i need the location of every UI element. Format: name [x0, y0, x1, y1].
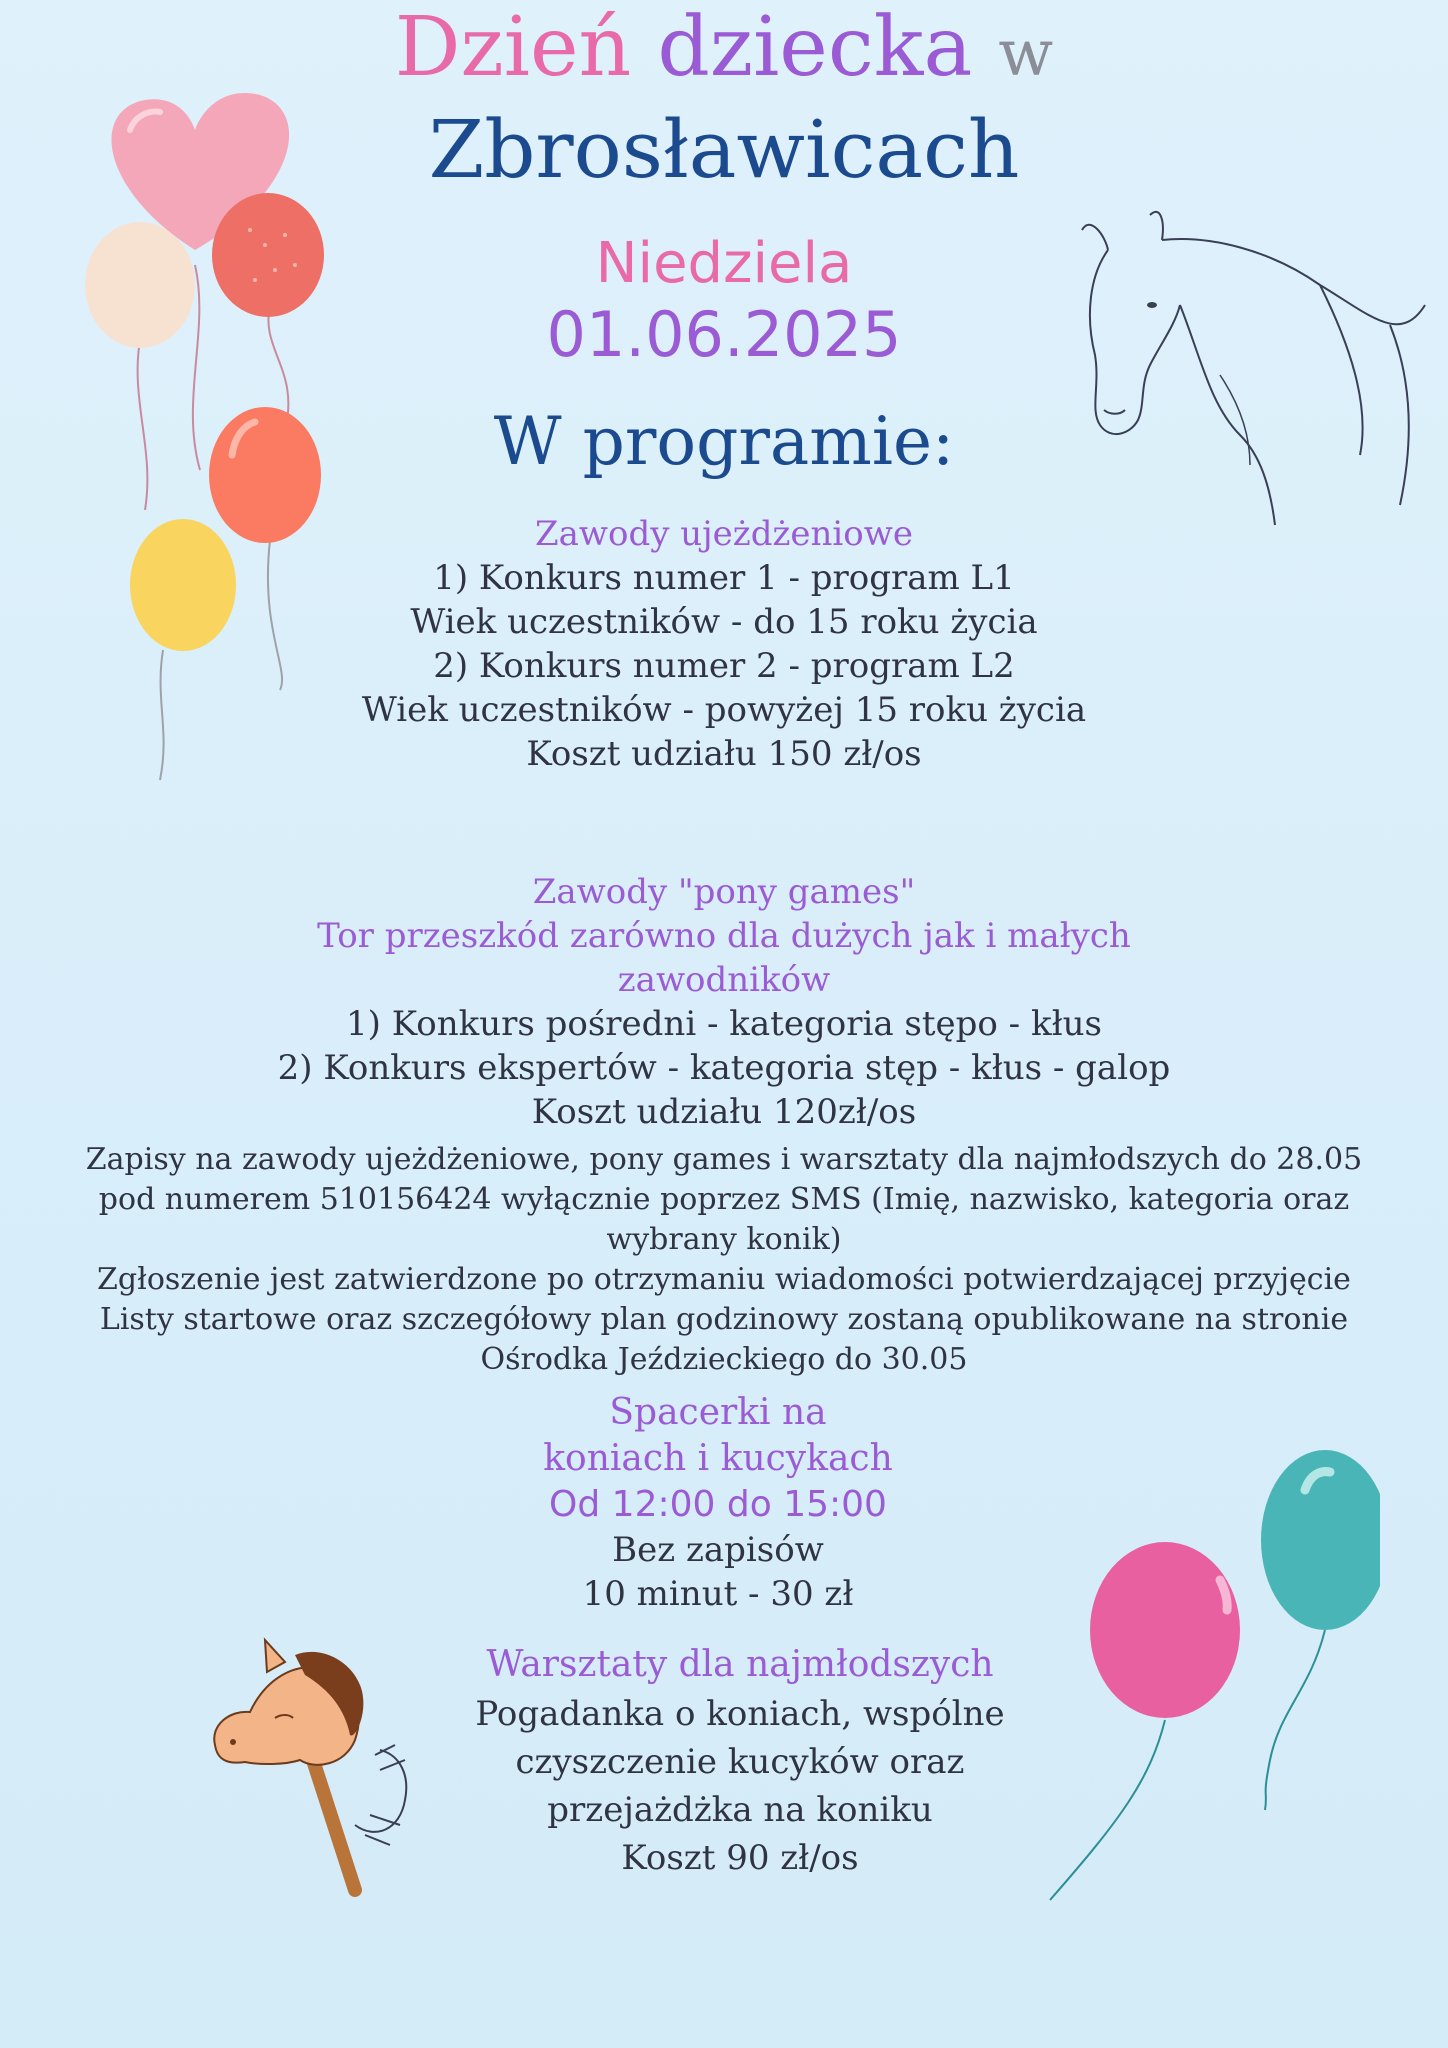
- registration-section: [0, 1140, 1448, 1380]
- title-word-dzien: Dzień: [394, 0, 632, 95]
- pony-games-title: Zawody "pony games": [532, 872, 916, 912]
- pony-games-title: zawodników: [617, 960, 831, 1000]
- dressage-title: Zawody ujeżdżeniowe: [535, 514, 913, 554]
- program-heading: W programie:: [493, 403, 955, 480]
- page-title: [0, 0, 1448, 102]
- workshop-line: przejażdżka na koniku: [547, 1790, 933, 1830]
- balloon-cluster-bottom-right: [1040, 1430, 1380, 1910]
- rides-title: koniach i kucykach: [543, 1438, 893, 1479]
- registration-line: Listy startowe oraz szczegółowy plan godzinowy zostaną opublikowane na stronie: [99, 1302, 1349, 1337]
- pony-games-title: Tor przeszkód zarówno dla dużych jak i małych: [317, 916, 1131, 956]
- title-word-w: w: [998, 17, 1054, 91]
- rides-title: Spacerki na: [609, 1392, 827, 1433]
- workshop-line: Pogadanka o koniach, wspólne: [475, 1694, 1005, 1734]
- pony-games-line: Koszt udziału 120zł/os: [531, 1092, 917, 1132]
- rides-line: Bez zapisów: [612, 1530, 824, 1570]
- registration-line: Zgłoszenie jest zatwierdzone po otrzymaniu wiadomości potwierdzającej przyjęcie: [97, 1262, 1351, 1297]
- registration-line: wybrany konik): [606, 1222, 842, 1257]
- hobby-horse-icon: [205, 1600, 425, 1900]
- dressage-line: Wiek uczestników - powyżej 15 roku życia: [361, 690, 1087, 730]
- pony-games-line: 1) Konkurs pośredni - kategoria stępo - kłus: [346, 1004, 1102, 1044]
- event-date: 01.06.2025: [546, 298, 902, 371]
- dressage-line: 1) Konkurs numer 1 - program L1: [433, 558, 1015, 598]
- dressage-line: Koszt udziału 150 zł/os: [526, 734, 922, 774]
- event-day: Niedziela: [595, 231, 853, 296]
- page-title-town: Zbrosławicach: [428, 103, 1020, 196]
- pony-games-line: 2) Konkurs ekspertów - kategoria stęp - kłus - galop: [277, 1048, 1171, 1088]
- balloon-icon: [1261, 1450, 1380, 1630]
- dressage-line: 2) Konkurs numer 2 - program L2: [433, 646, 1015, 686]
- balloon-icon: [1090, 1542, 1240, 1718]
- rides-line: 10 minut - 30 zł: [582, 1574, 854, 1614]
- pony-games-section: [0, 870, 1448, 1134]
- workshop-line: czyszczenie kucyków oraz: [515, 1742, 965, 1782]
- registration-line: Zapisy na zawody ujeżdżeniowe, pony games i warsztaty dla najmłodszych do 28.05: [85, 1142, 1363, 1177]
- dressage-line: Wiek uczestników - do 15 roku życia: [410, 602, 1038, 642]
- workshop-title: Warsztaty dla najmłodszych: [486, 1644, 994, 1685]
- registration-line: pod numerem 510156424 wyłącznie poprzez SMS (Imię, nazwisko, kategoria oraz: [98, 1182, 1350, 1217]
- registration-line: Ośrodka Jeździeckiego do 30.05: [480, 1342, 968, 1377]
- workshop-line: Koszt 90 zł/os: [621, 1838, 859, 1878]
- rides-hours: Od 12:00 do 15:00: [549, 1484, 887, 1525]
- title-word-dziecka: dziecka: [657, 0, 973, 95]
- dressage-section: [0, 512, 1448, 776]
